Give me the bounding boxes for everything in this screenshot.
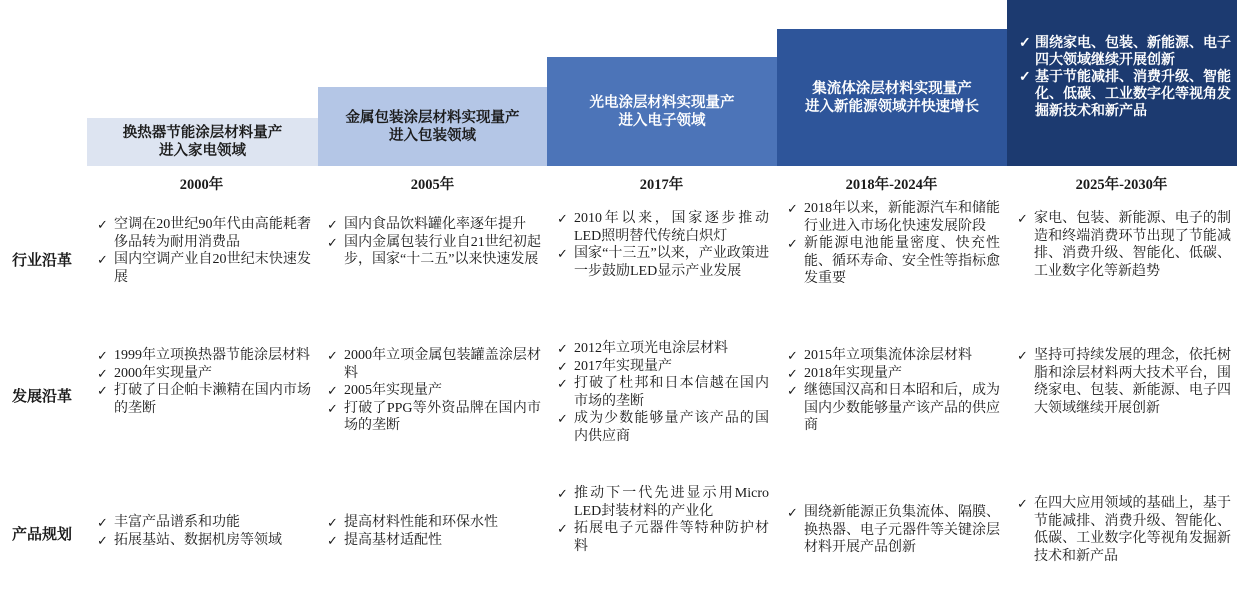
cell-industry-4 <box>787 200 1000 288</box>
bullet-list <box>97 347 311 417</box>
list-item <box>1017 347 1231 417</box>
check-icon: ✓ <box>1017 348 1028 363</box>
bullet-list <box>1017 495 1231 565</box>
list-item <box>327 514 541 532</box>
list-item <box>557 358 769 376</box>
bullet-text: 2000年立项金属包装罐盖涂层材料 <box>344 348 541 381</box>
year-label: 2025年-2030年 <box>1075 177 1168 193</box>
bullet-list <box>327 514 541 549</box>
list-item <box>787 365 1000 383</box>
check-icon: ✓ <box>787 505 798 520</box>
check-icon: ✓ <box>97 348 108 363</box>
stage-box-2018-2024 <box>777 29 1007 166</box>
check-icon: ✓ <box>97 515 108 530</box>
bullet-text: 2018年以来，新能源汽车和储能行业进入市场化快速发展阶段 <box>804 201 1000 234</box>
list-item <box>97 347 311 365</box>
list-item <box>1017 210 1231 280</box>
bullet-text: 国内金属包装行业自21世纪初起步，国家“十二五”以来快速发展 <box>344 234 541 267</box>
list-item <box>97 216 311 251</box>
bullet-text: 围绕新能源正负集流体、隔膜、换热器、电子元器件等关键涂层材料开展产品创新 <box>804 505 1000 555</box>
bullet-list <box>97 216 311 286</box>
bullet-list <box>557 340 769 445</box>
list-item <box>557 340 769 358</box>
year-label: 2000年 <box>179 177 224 193</box>
bullet-text: 2018年实现量产 <box>804 365 902 381</box>
list-item <box>327 216 541 234</box>
bullet-list <box>1017 210 1231 280</box>
year-label: 2017年 <box>639 177 684 193</box>
list-item <box>327 400 541 435</box>
bullet-text: 继德国汉高和日本昭和后，成为国内少数能够量产该产品的供应商 <box>804 383 1000 433</box>
list-item <box>97 514 311 532</box>
cell-development-3 <box>557 340 769 445</box>
bullet-text: 丰富产品谱系和功能 <box>114 515 240 530</box>
cell-development-4 <box>787 347 1000 435</box>
cell-product-plan-2 <box>327 514 541 549</box>
list-item <box>327 234 541 269</box>
bullet-list <box>787 200 1000 288</box>
check-icon: ✓ <box>557 521 568 536</box>
bullet-text: 2005年实现量产 <box>344 383 442 398</box>
check-icon: ✓ <box>327 348 338 363</box>
list-item <box>97 251 311 286</box>
list-item <box>787 347 1000 365</box>
bullet-text: 提高材料性能和环保水性 <box>344 515 498 530</box>
list-item <box>557 520 769 555</box>
check-icon: ✓ <box>787 365 798 381</box>
check-icon: ✓ <box>97 217 108 232</box>
list-item <box>557 375 769 410</box>
list-item <box>327 532 541 550</box>
check-icon: ✓ <box>97 365 108 381</box>
bullet-list <box>327 216 541 269</box>
check-icon: ✓ <box>557 358 568 374</box>
check-icon: ✓ <box>327 234 338 250</box>
cell-product-plan-5 <box>1017 495 1231 565</box>
list-item <box>557 245 769 280</box>
stage-box-2017 <box>547 57 777 166</box>
cell-product-plan-1 <box>97 514 311 549</box>
stage-title: 金属包装涂层材料实现量产 进入包装领域 <box>345 109 520 144</box>
bullet-text: 国家“十三五”以来，产业政策进一步鼓励LED显示产业发展 <box>574 246 769 279</box>
check-icon: ✓ <box>97 252 108 267</box>
list-item <box>787 504 1000 557</box>
list-item <box>97 532 311 550</box>
check-icon: ✓ <box>1017 211 1028 226</box>
stage-box-2000 <box>87 118 318 166</box>
check-icon: ✓ <box>557 341 568 356</box>
bullet-text: 打破了PPG等外资品牌在国内市场的垄断 <box>344 400 541 433</box>
check-icon: ✓ <box>327 532 338 548</box>
stage-box-2005 <box>318 87 547 166</box>
bullet-list <box>1017 347 1231 417</box>
list-item <box>787 382 1000 435</box>
check-icon: ✓ <box>1017 496 1028 511</box>
check-icon: ✓ <box>787 201 798 216</box>
check-icon: ✓ <box>327 400 338 416</box>
list-item <box>787 200 1000 235</box>
cell-industry-3 <box>557 210 769 280</box>
list-item <box>787 235 1000 288</box>
cell-industry-1 <box>97 216 311 286</box>
bullet-list <box>557 210 769 280</box>
check-icon: ✓ <box>327 515 338 530</box>
bullet-list <box>97 514 311 549</box>
check-icon: ✓ <box>787 383 798 398</box>
list-item <box>97 382 311 417</box>
stage-goal-list <box>1019 35 1231 120</box>
check-icon: ✓ <box>557 486 568 501</box>
year-label: 2018年-2024年 <box>845 177 938 193</box>
bullet-list <box>787 347 1000 435</box>
bullet-list <box>787 504 1000 557</box>
check-icon: ✓ <box>557 411 568 426</box>
bullet-text: 坚持可持续发展的理念，依托树脂和涂层材料两大技术平台，围绕家电、包装、新能源、电子四大领域继续开展创新 <box>1034 348 1231 416</box>
list-item <box>1017 495 1231 565</box>
bullet-text: 新能源电池能量密度、快充性能、循环寿命、安全性等指标愈发重要 <box>804 236 1000 286</box>
list-item <box>557 410 769 445</box>
list-item <box>557 210 769 245</box>
row-label-product-plan: 产品规划 <box>12 527 73 543</box>
bullet-text: 提高基材适配性 <box>344 532 442 548</box>
bullet-text: 1999年立项换热器节能涂层材料 <box>114 348 310 363</box>
list-item <box>327 347 541 382</box>
bullet-text: 2015年立项集流体涂层材料 <box>804 348 972 363</box>
bullet-text: 成为少数能够量产该产品的国内供应商 <box>574 411 769 444</box>
stage-box-2025-2030 <box>1007 0 1237 166</box>
row-label-development: 发展沿革 <box>12 389 73 405</box>
cell-development-1 <box>97 347 311 417</box>
check-icon: ✓ <box>557 246 568 261</box>
check-icon: ✓ <box>557 211 568 226</box>
bullet-text: 在四大应用领域的基础上，基于节能减排、消费升级、智能化、低碳、工业数字化等视角发掘新技术和新产品 <box>1034 496 1231 564</box>
bullet-text: 2010年以来，国家逐步推动LED照明替代传统白炽灯 <box>574 211 769 244</box>
check-icon: ✓ <box>1019 70 1031 85</box>
cell-development-2 <box>327 347 541 435</box>
check-icon: ✓ <box>97 383 108 398</box>
bullet-text: 推动下一代先进显示用Micro LED封装材料的产业化 <box>574 486 769 519</box>
bullet-text: 国内食品饮料罐化率逐年提升 <box>344 217 526 232</box>
cell-product-plan-3 <box>557 485 769 555</box>
bullet-text: 2012年立项光电涂层材料 <box>574 341 728 356</box>
list-item: ✓ 围绕家电、包装、新能源、电子四大领域继续开展创新 <box>1019 36 1231 68</box>
check-icon: ✓ <box>787 348 798 363</box>
year-label: 2005年 <box>410 177 455 193</box>
bullet-text: 2000年实现量产 <box>114 365 212 381</box>
check-icon: ✓ <box>787 236 798 251</box>
list-item <box>327 382 541 400</box>
bullet-text: 空调在20世纪90年代由高能耗奢侈品转为耐用消费品 <box>114 217 311 250</box>
cell-development-5 <box>1017 347 1231 417</box>
stage-title: 光电涂层材料实现量产 进入电子领域 <box>589 94 735 129</box>
bullet-text: 家电、包装、新能源、电子的制造和终端消费环节出现了节能减排、消费升级、智能化、低碳、工业数字化等新趋势 <box>1034 211 1231 279</box>
bullet-text: 打破了杜邦和日本信越在国内市场的垄断 <box>574 376 769 409</box>
cell-product-plan-4 <box>787 504 1000 557</box>
check-icon: ✓ <box>327 383 338 398</box>
list-item: ✓ 基于节能减排、消费升级、智能化、低碳、工业数字化等视角发掘新技术和新产品 <box>1019 70 1231 119</box>
check-icon: ✓ <box>1019 36 1031 51</box>
stage-title: 集流体涂层材料实现量产 进入新能源领域并快速增长 <box>805 80 979 115</box>
cell-industry-5 <box>1017 210 1231 280</box>
bullet-text: 拓展电子元器件等特种防护材料 <box>574 521 769 554</box>
bullet-list <box>557 485 769 555</box>
bullet-text: 国内空调产业自20世纪末快速发展 <box>114 252 311 285</box>
list-item <box>557 485 769 520</box>
check-icon: ✓ <box>327 217 338 232</box>
check-icon: ✓ <box>557 376 568 391</box>
row-label-industry: 行业沿革 <box>12 253 73 269</box>
check-icon: ✓ <box>97 532 108 548</box>
stage-title: 换热器节能涂层材料量产 进入家电领域 <box>122 125 283 159</box>
bullet-list <box>327 347 541 435</box>
list-item <box>97 365 311 383</box>
cell-industry-2 <box>327 216 541 269</box>
bullet-text: 打破了日企帕卡濑精在国内市场的垄断 <box>114 383 311 416</box>
bullet-text: 拓展基站、数据机房等领域 <box>114 532 282 548</box>
bullet-text: 2017年实现量产 <box>574 358 672 374</box>
